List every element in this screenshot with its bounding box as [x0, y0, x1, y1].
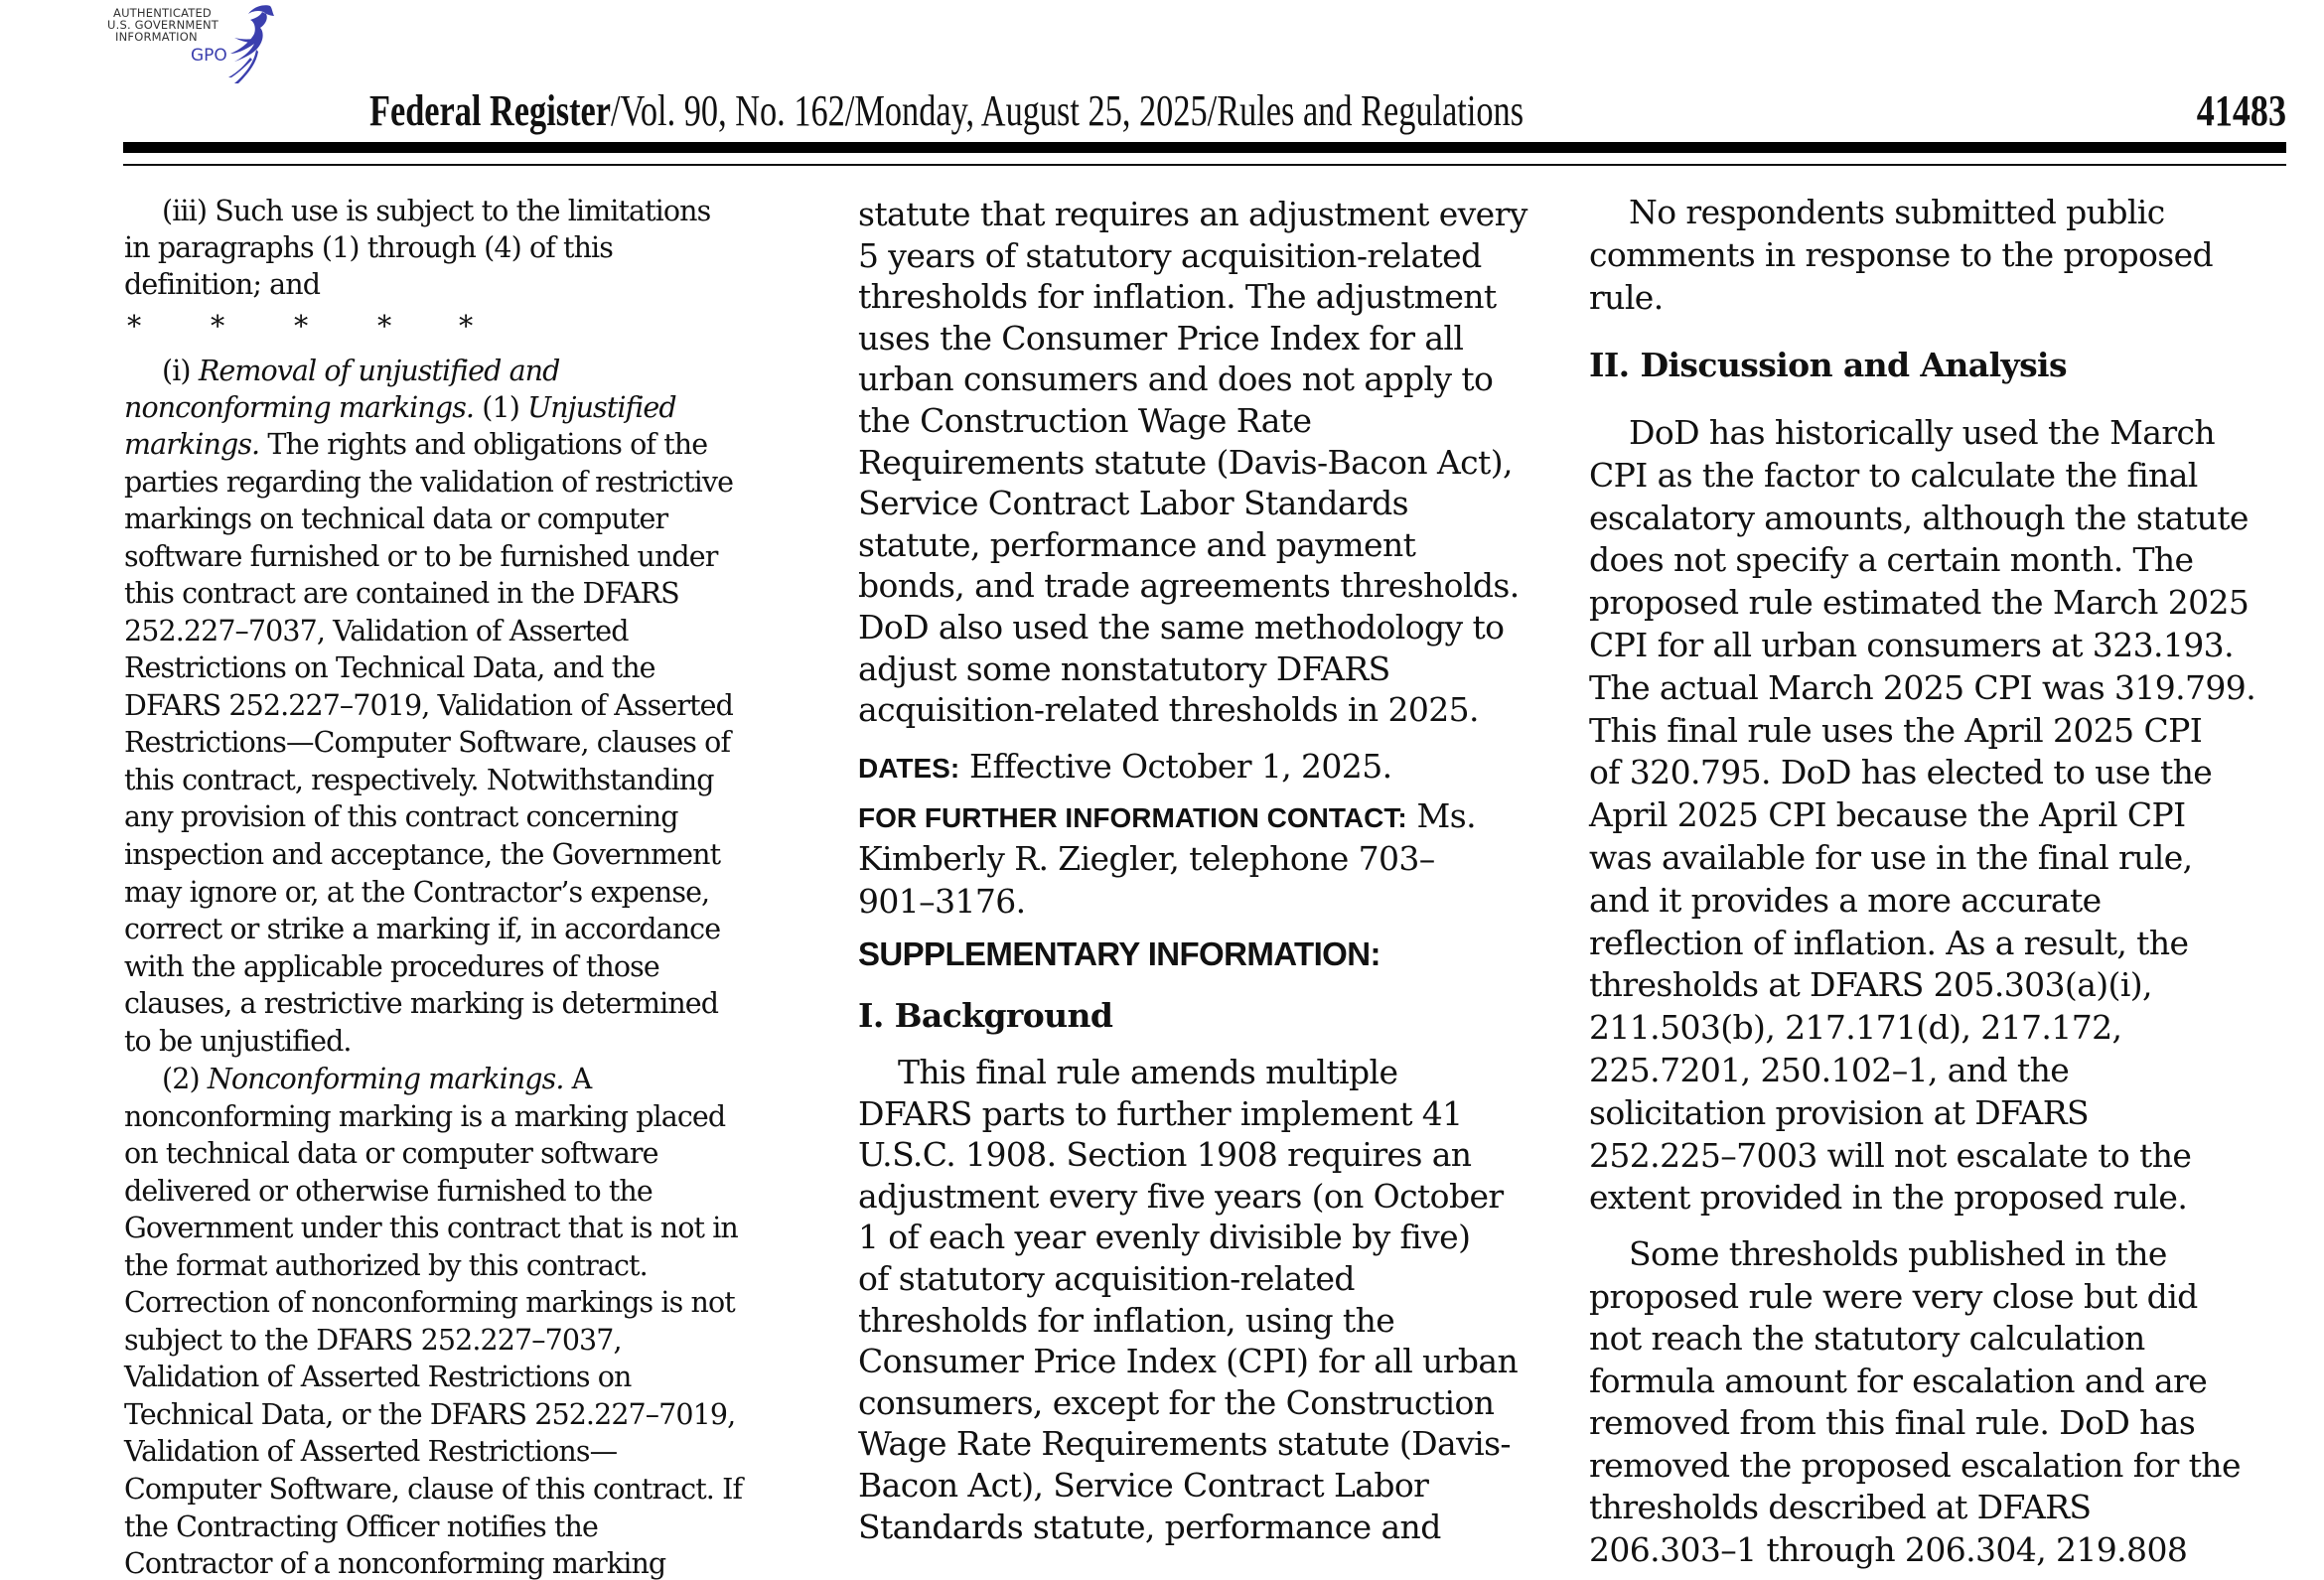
paragraph-heading-italic: nonconforming markings. — [124, 391, 475, 424]
asterisk: * — [211, 310, 224, 343]
header-rule-thick — [123, 142, 2286, 153]
text-line: does not specify a certain month. The — [1589, 540, 2194, 579]
subparagraph-heading-italic: markings. — [124, 428, 260, 461]
text-line: bonds, and trade agreements thresholds. — [858, 566, 1520, 605]
text-line: this contract, respectively. Notwithstanding — [124, 764, 714, 796]
subparagraph-number: (1) — [474, 391, 528, 424]
text-line: reflection of inflation. As a result, the — [1589, 924, 2189, 962]
text-line: statute, performance and payment — [858, 525, 1416, 564]
text-line: may ignore or, at the Contractor’s expense, — [124, 876, 710, 909]
text-line: thresholds described at DFARS — [1589, 1488, 2092, 1526]
subparagraph-heading-italic: Unjustified — [527, 391, 676, 424]
paragraph-heading-italic: Removal of unjustified and — [198, 355, 560, 387]
paragraph-heading-italic: Nonconforming markings. — [207, 1063, 564, 1095]
text-line: in paragraphs (1) through (4) of this — [124, 231, 614, 264]
text-line: Correction of nonconforming markings is not — [124, 1286, 735, 1319]
asterisk: * — [459, 310, 473, 343]
text-line: Restrictions on Technical Data, and the — [124, 651, 655, 684]
text-line: thresholds for inflation, using the — [858, 1301, 1395, 1340]
text-line: this contract are contained in the DFARS — [124, 577, 679, 610]
paragraph-number: (2) — [162, 1063, 208, 1095]
logo-text-government: U.S. GOVERNMENT — [107, 18, 218, 32]
text-line: Technical Data, or the DFARS 252.227–7019, — [124, 1398, 736, 1431]
dates-label: DATES: — [858, 753, 960, 784]
text-line: urban consumers and does not apply to — [858, 359, 1494, 398]
text-line: nonconforming marking is a marking placed — [124, 1100, 726, 1133]
text-line: extent provided in the proposed rule. — [1589, 1178, 2188, 1217]
text-line: markings on technical data or computer — [124, 503, 668, 535]
text-line: the format authorized by this contract. — [124, 1249, 648, 1282]
logo-text-gpo: GPO — [191, 46, 227, 66]
text-line: U.S.C. 1908. Section 1908 requires an — [858, 1135, 1472, 1174]
text-line: was available for use in the final rule, — [1589, 838, 2193, 877]
text-line: Government under this contract that is not in — [124, 1212, 738, 1244]
text-line: uses the Consumer Price Index for all — [858, 319, 1464, 358]
text-line: any provision of this contract concerning — [124, 800, 678, 833]
volume-issue: Vol. 90, No. 162 — [620, 86, 845, 135]
text-line: delivered or otherwise furnished to the — [124, 1175, 653, 1208]
text-line: This final rule amends multiple — [898, 1053, 1398, 1091]
text-line: comments in response to the proposed — [1589, 235, 2214, 274]
asterisk: * — [377, 310, 391, 343]
text-line: (iii) Such use is subject to the limitations — [162, 195, 711, 227]
text-line: Validation of Asserted Restrictions on — [124, 1361, 632, 1393]
text-line: not reach the statutory calculation — [1589, 1319, 2145, 1358]
paragraph-i-line — [124, 428, 707, 461]
text-line: rule. — [1589, 278, 1664, 317]
text-line: parties regarding the validation of restrictive — [124, 466, 734, 499]
text-line: 252.227–7037, Validation of Asserted — [124, 615, 629, 647]
text-line: The actual March 2025 CPI was 319.799. — [1589, 668, 2256, 707]
text-line: inspection and acceptance, the Government — [124, 838, 721, 871]
text-run: A — [563, 1063, 592, 1095]
eagle-icon — [220, 2, 280, 85]
text-line: software furnished or to be furnished under — [124, 540, 718, 573]
text-line: subject to the DFARS 252.227–7037, — [124, 1324, 622, 1357]
text-line: 225.7201, 250.102–1, and the — [1589, 1051, 2070, 1089]
paragraph-i-line — [124, 391, 676, 424]
text-line: thresholds at DFARS 205.303(a)(i), — [1589, 965, 2152, 1004]
text-run: The rights and obligations of the — [259, 428, 708, 461]
text-line: Some thresholds published in the — [1629, 1234, 2167, 1273]
text-line: Computer Software, clause of this contract. If — [124, 1473, 743, 1506]
paragraph-i-line — [162, 355, 559, 387]
text-line: Service Contract Labor Standards — [858, 484, 1408, 522]
text-line: proposed rule estimated the March 2025 — [1589, 583, 2250, 622]
text-line: Standards statute, performance and — [858, 1508, 1441, 1546]
text-line: removed the proposed escalation for the — [1589, 1446, 2241, 1485]
text-line: Requirements statute (Davis-Bacon Act), — [858, 443, 1513, 482]
contact-line — [858, 796, 1476, 835]
running-header — [369, 85, 1524, 137]
text-line: DFARS parts to further implement 41 — [858, 1094, 1463, 1133]
text-line: to be unjustified. — [124, 1025, 352, 1058]
text-line: Bacon Act), Service Contract Labor — [858, 1466, 1429, 1505]
text-line: escalatory amounts, although the statute — [1589, 499, 2249, 537]
asterisk: * — [127, 310, 141, 343]
text-line: Validation of Asserted Restrictions— — [124, 1435, 618, 1468]
contact-label: FOR FURTHER INFORMATION CONTACT: — [858, 802, 1407, 833]
text-line: the Contracting Officer notifies the — [124, 1510, 598, 1543]
text-line: CPI as the factor to calculate the final — [1589, 456, 2198, 495]
text-line: April 2025 CPI because the April CPI — [1589, 795, 2186, 834]
contact-value: Ms. — [1406, 796, 1476, 835]
dates-value: Effective October 1, 2025. — [959, 747, 1392, 786]
text-line: DoD has historically used the March — [1629, 413, 2216, 452]
text-line: 252.225–7003 will not escalate to the — [1589, 1136, 2192, 1175]
text-line: Wage Rate Requirements statute (Davis- — [858, 1424, 1511, 1463]
text-line: adjust some nonstatutory DFARS — [858, 649, 1390, 688]
publication-date: Monday, August 25, 2025 — [854, 86, 1208, 135]
text-line: 5 years of statutory acquisition-related — [858, 236, 1482, 275]
text-line: Contractor of a nonconforming marking — [124, 1547, 666, 1580]
contact-line: 901–3176. — [858, 882, 1026, 921]
text-line: solicitation provision at DFARS — [1589, 1093, 2089, 1132]
asterisk: * — [294, 310, 308, 343]
supplementary-label: SUPPLEMENTARY INFORMATION: — [858, 935, 1380, 972]
text-line: with the applicable procedures of those — [124, 950, 659, 983]
publication-title: Federal Register — [369, 86, 611, 135]
text-line: Restrictions—Computer Software, clauses of — [124, 726, 731, 759]
text-line: of statutory acquisition-related — [858, 1259, 1355, 1298]
text-line: adjustment every five years (on October — [858, 1177, 1504, 1216]
text-line: statute that requires an adjustment every — [858, 195, 1527, 233]
logo-text-authenticated: AUTHENTICATED — [113, 6, 212, 20]
text-line: Consumer Price Index (CPI) for all urban — [858, 1342, 1519, 1380]
text-line: removed from this final rule. DoD has — [1589, 1403, 2196, 1442]
section-heading-discussion: II. Discussion and Analysis — [1589, 346, 2067, 384]
header-separator: / — [610, 86, 621, 135]
text-line: thresholds for inflation. The adjustment — [858, 277, 1497, 316]
section-heading-background: I. Background — [858, 996, 1113, 1035]
header-rule-thin — [123, 164, 2286, 166]
header-separator: / — [1207, 86, 1218, 135]
text-line: on technical data or computer software — [124, 1137, 658, 1170]
text-line: consumers, except for the Construction — [858, 1383, 1495, 1422]
text-line: DoD also used the same methodology to — [858, 608, 1505, 646]
text-line: acquisition-related thresholds in 2025. — [858, 690, 1479, 729]
text-line: the Construction Wage Rate — [858, 401, 1312, 440]
page-number: 41483 — [2196, 86, 2286, 135]
text-line: 206.303–1 through 206.304, 219.808 — [1589, 1530, 2188, 1569]
text-line: DFARS 252.227–7019, Validation of Asserted — [124, 689, 733, 722]
text-line: This final rule uses the April 2025 CPI — [1589, 711, 2203, 750]
text-line: 1 of each year evenly divisible by five) — [858, 1218, 1471, 1256]
header-separator: / — [844, 86, 855, 135]
text-line: formula amount for escalation and are — [1589, 1362, 2208, 1400]
text-line: correct or strike a marking if, in accordance — [124, 913, 721, 945]
text-line: CPI for all urban consumers at 323.193. — [1589, 626, 2234, 664]
logo-text-information: INFORMATION — [115, 30, 198, 44]
paragraph-2-line — [162, 1063, 591, 1095]
text-line: No respondents submitted public — [1629, 193, 2165, 231]
paragraph-number: (i) — [162, 355, 199, 387]
text-line: and it provides a more accurate — [1589, 881, 2102, 920]
text-line: definition; and — [124, 268, 321, 301]
text-line: proposed rule were very close but did — [1589, 1277, 2198, 1316]
contact-line: Kimberly R. Ziegler, telephone 703– — [858, 839, 1435, 878]
dates-line — [858, 747, 1391, 786]
text-line: of 320.795. DoD has elected to use the — [1589, 753, 2213, 791]
text-line: clauses, a restrictive marking is determined — [124, 987, 719, 1020]
section-name: Rules and Regulations — [1217, 86, 1525, 135]
text-line: 211.503(b), 217.171(d), 217.172, — [1589, 1008, 2122, 1047]
